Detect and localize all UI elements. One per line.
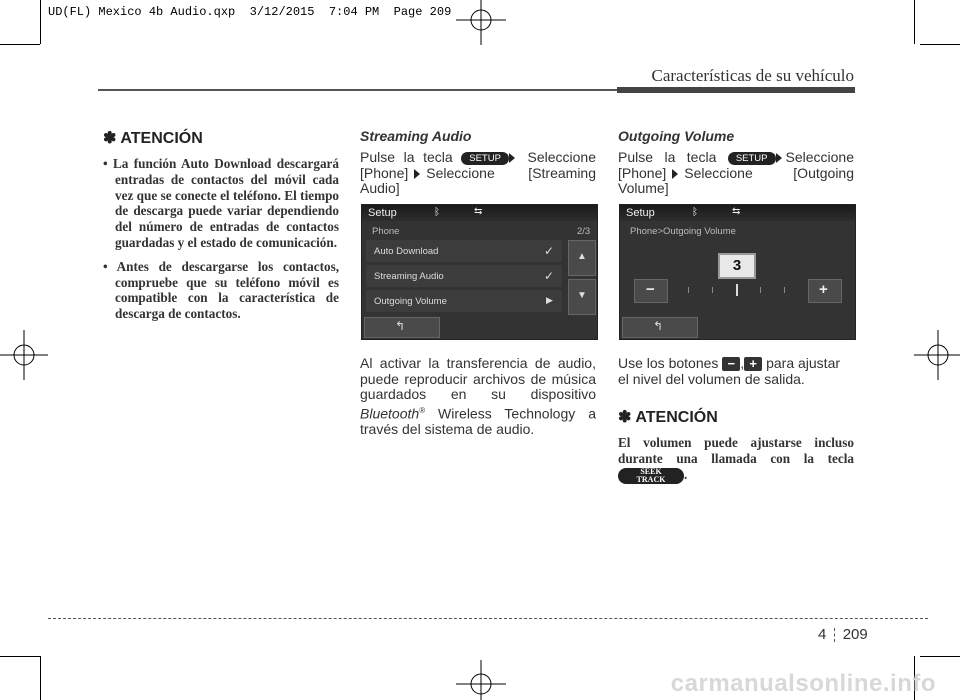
volume-tick [784,287,785,293]
volume-tick [712,287,713,293]
instruction-select: Seleccione [785,149,854,165]
setup-screen-phone [361,204,598,340]
row-label: Auto Download [374,246,439,257]
track-label: TRACK [636,474,666,484]
page-number [818,626,868,643]
setup-key: SETUP [461,152,509,165]
registration-mark-bottom [456,660,506,700]
row-label: Outgoing Volume [374,296,447,307]
check-icon: ✓ [544,244,555,258]
screen-subtitle: Phone [372,226,400,237]
watermark: carmanualsonline.info [670,670,936,697]
period: . [684,466,688,482]
instruction-select2: Seleccione [Outgoing Volume] [618,164,854,196]
instruction-select: Seleccione [527,149,596,165]
instruction-prefix: Pulse la tecla [618,149,717,165]
scroll-up-button[interactable] [568,240,596,276]
print-line: UD(FL) Mexico 4b Audio.qxp 3/12/2015 7:04 PM Page 209 [48,5,452,19]
triangle-down-icon: ▼ [577,290,587,301]
registration-mark-left [0,330,48,380]
comma: , [740,355,745,371]
body-end: Wireless Technology a través del sistema de audio. [360,405,597,437]
seek-track-key [618,468,684,484]
scroll-down-button[interactable] [568,279,596,315]
body-main: Al activar la transferencia de audio, puede reproducir archivos de música guardados en su dispositivo [360,355,596,402]
arrow-right-icon [414,169,420,179]
registration-mark-right [914,330,960,380]
crop-mark [920,44,960,45]
right-column [618,128,854,197]
volume-tick-active [736,284,738,296]
attention-list [103,156,339,322]
triangle-up-icon: ▲ [577,251,587,262]
minus-button-icon: − [722,357,740,371]
play-icon: ▶ [546,295,553,305]
usb-icon: ⇆ [732,206,741,217]
usb-icon: ⇆ [474,206,483,217]
screen-title: Setup [626,207,655,219]
list-item[interactable] [366,265,562,287]
check-icon: ✓ [544,269,555,283]
crop-mark [920,656,960,657]
chapter-number: 4 [818,626,827,643]
page-header-title: Características de su vehículo [651,66,854,85]
volume-tick [688,287,689,293]
screen-title: Setup [368,207,397,219]
instruction-phone: [Phone] [618,164,667,181]
header-bar [617,87,855,93]
bullet-text: Antes de descargarse los contactos, compruebe que su teléfono móvil es compatible con la característica de descarga de contactos. [115,258,340,322]
section-title: Streaming Audio [360,128,472,144]
attention-heading [618,407,854,427]
page-divider [834,628,836,642]
list-item: • Antes de descargarse los contactos, compruebe que su teléfono móvil es compatible con la característica de descarga de contactos. [103,258,340,322]
middle-column [360,128,596,197]
plus-button-icon: + [744,357,762,371]
page-value: 209 [842,626,868,643]
registration-mark-top [456,0,506,45]
section-title: Outgoing Volume [618,128,735,144]
back-arrow-icon: ↰ [653,319,664,333]
volume-value: 3 [718,253,756,279]
attention-text [618,435,854,484]
screen-header [362,205,597,221]
row-label: Streaming Audio [374,271,444,282]
bluetooth-icon: ᛒ [692,207,698,218]
setup-key: SETUP [728,152,776,165]
list-item[interactable] [366,240,562,262]
middle-body [360,356,596,437]
attention-title: ATENCIÓN [120,130,203,147]
page-indicator: 2/3 [577,226,591,237]
volume-up-button[interactable] [808,279,842,303]
seek-label: SEEK [640,466,662,476]
footer-rule [48,618,928,619]
bluetooth-icon: ᛒ [434,207,440,218]
para-word: para [766,355,795,371]
list-item[interactable] [366,290,562,312]
crop-mark [0,44,40,45]
list-item: • La función Auto Download descargará entradas de contactos del móvil cada vez que se conecte el teléfono. El tiempo de descarga puede variar dependiendo del número de entradas de contactos guardadas y el estado de comunicación. [103,156,339,250]
right-body [618,356,854,484]
left-column [103,128,339,330]
back-button[interactable] [622,317,698,338]
attention-heading [103,128,339,148]
attention-title: ATENCIÓN [635,409,718,426]
use-text: Use los botones [618,355,719,371]
arrow-right-icon [672,169,678,179]
bullet-text: La función Auto Download descargará entradas de contactos del móvil cada vez que se conecte el teléfono. El tiempo de descarga puede variar dependiendo del número de entradas de contactos guardadas y el estado de comunicación. [113,156,339,250]
screen-header [620,205,855,221]
crop-mark [0,656,40,657]
minus-icon: − [646,281,655,298]
body-text [360,356,596,437]
screen-subtitle: Phone>Outgoing Volume [630,226,736,237]
attention-body: El volumen puede ajustarse incluso durante una llamada con la tecla [618,435,854,466]
crop-mark [40,656,41,700]
volume-down-button[interactable] [634,279,668,303]
arrow-right-icon [509,153,515,163]
volume-tick [760,287,761,293]
bluetooth-word: Bluetooth [360,405,420,422]
use-text-end: ajustar el nivel del volumen de salida. [618,355,841,387]
instruction-phone: [Phone] [360,164,409,181]
star-icon: ✽ [618,409,632,426]
star-icon: ✽ [103,130,117,147]
instruction-prefix: Pulse la tecla [360,149,453,165]
instruction-text [618,150,854,197]
plus-icon: + [819,281,828,298]
crop-mark [40,0,41,44]
registered-mark: ® [419,405,426,415]
crop-mark [914,0,915,44]
back-button[interactable] [364,317,440,338]
volume-instruction [618,356,854,387]
back-arrow-icon: ↰ [395,319,406,333]
instruction-select2: Seleccione [Streaming Audio] [360,164,596,196]
instruction-text [360,150,596,197]
arrow-right-icon [776,153,782,163]
setup-screen-volume [619,204,856,340]
